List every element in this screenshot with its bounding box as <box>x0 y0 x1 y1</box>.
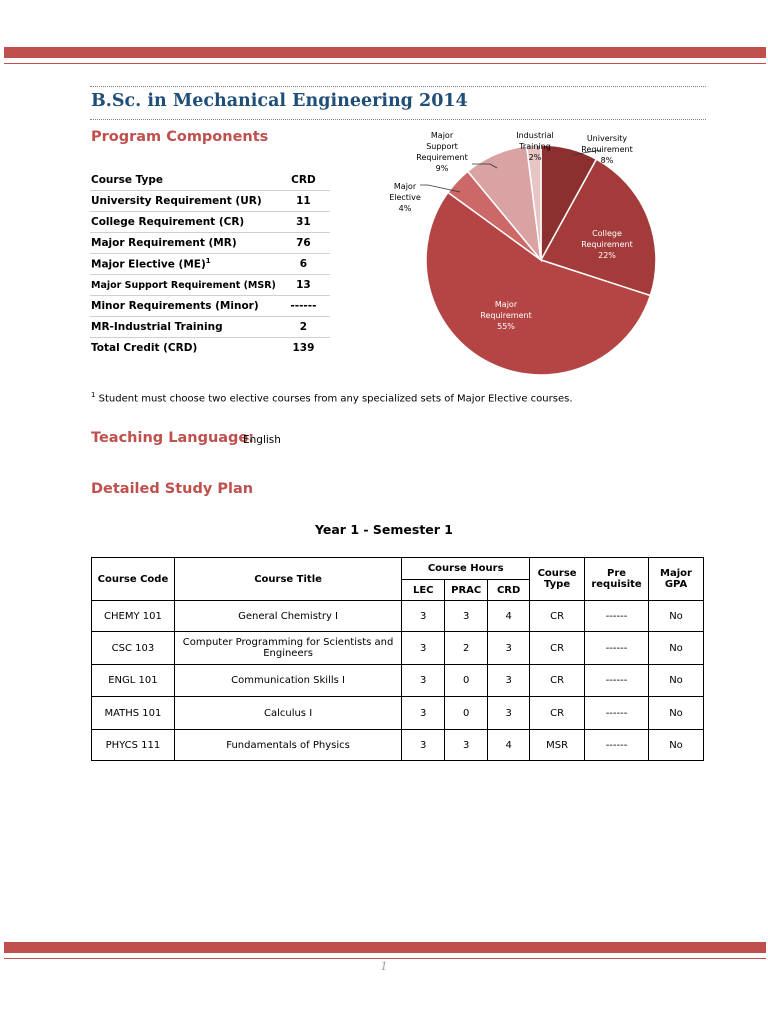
course-code-cell: ENGL 101 <box>92 665 175 697</box>
table-row <box>90 191 330 212</box>
crd-cell: 3 <box>488 697 530 730</box>
table-row <box>90 275 330 296</box>
crd-cell: 3 <box>488 632 530 665</box>
course-type-header: Course Type <box>530 558 585 601</box>
footnote-marker: 1 <box>91 391 96 399</box>
pie-label: College Requirement 22% <box>581 229 633 260</box>
crd-cell: 2 <box>276 317 330 338</box>
course-type-cell: Total Credit (CRD) <box>91 342 198 354</box>
course-type-cell: CR <box>530 601 585 632</box>
course-title-cell: Computer Programming for Scientists and Engineers <box>174 632 401 665</box>
course-code-cell: CHEMY 101 <box>92 601 175 632</box>
course-type-cell: Minor Requirements (Minor) <box>90 296 276 317</box>
prac-cell: 2 <box>445 632 488 665</box>
title-rule-top <box>90 86 706 87</box>
course-code-cell: MATHS 101 <box>92 697 175 730</box>
program-components-heading: Program Components <box>91 129 269 145</box>
table-row <box>90 338 330 359</box>
program-components-table <box>90 170 330 358</box>
major-gpa-header: Major GPA <box>649 558 704 601</box>
lec-cell: 3 <box>402 601 445 632</box>
header-rule <box>4 63 766 64</box>
course-type-cell: MR-Industrial Training <box>90 317 276 338</box>
prerequisite-cell: ------ <box>585 665 649 697</box>
page-title: B.Sc. in Mechanical Engineering 2014 <box>91 91 468 111</box>
prerequisite-cell: ------ <box>585 632 649 665</box>
pie-label: Major Requirement 55% <box>480 300 532 331</box>
prac-header: PRAC <box>445 580 488 601</box>
study-plan-heading: Detailed Study Plan <box>91 481 254 497</box>
table-row <box>90 317 330 338</box>
table-row <box>92 730 704 761</box>
table-row <box>90 254 330 275</box>
course-title-cell: Calculus I <box>174 697 401 730</box>
table-row <box>92 601 704 632</box>
page-number: 1 <box>380 960 388 973</box>
table-header-row <box>92 558 704 580</box>
crd-cell: 4 <box>488 601 530 632</box>
footnote-marker: 1 <box>205 257 211 266</box>
course-type-text: Major Elective (ME) <box>91 258 206 271</box>
pie-label: Major Support Requirement 9% <box>416 131 468 173</box>
program-components-pie-chart <box>380 125 670 380</box>
course-type-cell <box>90 254 276 275</box>
pie-label: Industrial Training 2% <box>516 131 554 162</box>
prac-cell: 0 <box>445 665 488 697</box>
table-row <box>90 212 330 233</box>
prerequisite-cell: ------ <box>585 601 649 632</box>
table-row <box>92 665 704 697</box>
course-type-cell: Major Support Requirement (MSR) <box>90 275 276 296</box>
course-title-header: Course Title <box>174 558 401 601</box>
course-title-cell: General Chemistry I <box>174 601 401 632</box>
crd-header: CRD <box>488 580 530 601</box>
crd-header: CRD <box>276 170 330 191</box>
major-gpa-cell: No <box>649 632 704 665</box>
course-type-cell: MSR <box>530 730 585 761</box>
crd-cell: 13 <box>276 275 330 296</box>
course-code-cell: PHYCS 111 <box>92 730 175 761</box>
crd-cell: 76 <box>276 233 330 254</box>
prerequisite-cell: ------ <box>585 730 649 761</box>
major-gpa-cell: No <box>649 730 704 761</box>
footer-rule <box>4 958 766 959</box>
prac-cell: 3 <box>445 730 488 761</box>
crd-cell: 6 <box>276 254 330 275</box>
course-type-cell: Major Requirement (MR) <box>90 233 276 254</box>
course-type-cell: CR <box>530 632 585 665</box>
teaching-language-value: English <box>243 434 281 446</box>
crd-cell: 3 <box>488 665 530 697</box>
footnote-text: Student must choose two elective courses from any specialized sets of Major Elective courses. <box>98 393 573 405</box>
table-row <box>90 233 330 254</box>
crd-cell: ------ <box>276 296 330 317</box>
lec-cell: 3 <box>402 730 445 761</box>
crd-cell: 139 <box>292 342 315 354</box>
footer-band <box>4 942 766 953</box>
title-rule-bottom <box>90 119 706 120</box>
teaching-language-heading: Teaching Language: <box>91 430 255 446</box>
table-row <box>90 296 330 317</box>
prerequisite-cell: ------ <box>585 697 649 730</box>
course-type-header: Course Type <box>90 170 276 191</box>
prac-cell: 0 <box>445 697 488 730</box>
pie-label: University Requirement 8% <box>581 134 633 165</box>
table-row <box>92 632 704 665</box>
lec-cell: 3 <box>402 632 445 665</box>
course-type-cell: CR <box>530 665 585 697</box>
lec-cell: 3 <box>402 665 445 697</box>
lec-header: LEC <box>402 580 445 601</box>
crd-cell: 11 <box>276 191 330 212</box>
pie-label: Major Elective 4% <box>389 182 421 213</box>
course-code-header: Course Code <box>92 558 175 601</box>
table-row <box>92 697 704 730</box>
table-header-row <box>90 170 330 191</box>
course-title-cell: Fundamentals of Physics <box>174 730 401 761</box>
course-type-cell: University Requirement (UR) <box>90 191 276 212</box>
major-gpa-cell: No <box>649 665 704 697</box>
major-gpa-cell: No <box>649 601 704 632</box>
crd-cell: 4 <box>488 730 530 761</box>
prac-cell: 3 <box>445 601 488 632</box>
course-hours-header: Course Hours <box>402 558 530 580</box>
course-type-cell: CR <box>530 697 585 730</box>
semester-title: Year 1 - Semester 1 <box>314 522 453 537</box>
course-title-cell: Communication Skills I <box>174 665 401 697</box>
course-code-cell: CSC 103 <box>92 632 175 665</box>
lec-cell: 3 <box>402 697 445 730</box>
study-plan-table <box>91 557 704 761</box>
header-band <box>4 47 766 58</box>
prerequisite-header: Pre requisite <box>585 558 649 601</box>
footnote <box>91 391 573 404</box>
course-type-cell: College Requirement (CR) <box>90 212 276 233</box>
crd-cell: 31 <box>276 212 330 233</box>
major-gpa-cell: No <box>649 697 704 730</box>
